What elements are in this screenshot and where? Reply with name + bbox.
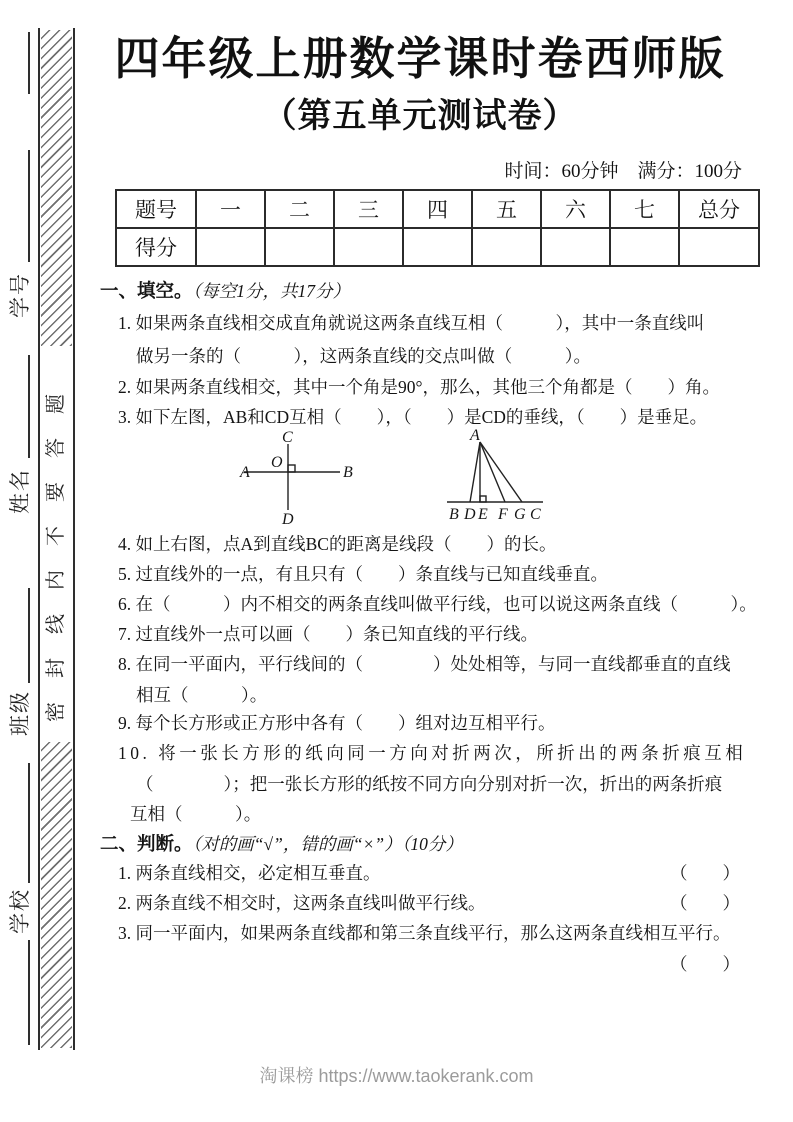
score-table-score-row	[116, 228, 759, 266]
fill-section-heading	[100, 277, 350, 303]
judge-heading-number: 二、判断。	[100, 835, 193, 855]
hatch-pattern-bottom	[41, 742, 72, 1048]
fill-line: 8. 在同一平面内，平行线间的（ ）处处相等，与同一直线都垂直的直线	[118, 654, 731, 674]
fill-line: 互相（ ）。	[130, 804, 262, 824]
student-info-blank-line	[28, 355, 30, 458]
figure-label: B	[449, 506, 459, 523]
fill-line: 做另一条的（ ），这两条直线的交点叫做（ ）。	[136, 346, 591, 366]
school-label	[1, 884, 37, 938]
score-empty-cell	[265, 228, 334, 266]
figure-label: O	[271, 454, 283, 471]
fill-heading-note: （每空1分，共17分）	[192, 281, 351, 301]
score-empty-cell	[541, 228, 610, 266]
class-label	[1, 686, 37, 740]
fill-line: 7. 过直线外一点可以画（ ）条已知直线的平行线。	[118, 624, 538, 644]
judge-item-bracket: （ ）	[670, 954, 740, 974]
score-table-header-row	[116, 190, 759, 228]
judge-item-bracket: （ ）	[670, 863, 740, 883]
paper-title: 四年级上册数学课时卷西师版	[114, 33, 726, 84]
score-empty-cell	[196, 228, 265, 266]
fill-line: 6. 在（ ）内不相交的两条直线叫做平行线，也可以说这两条直线（ ）。	[118, 594, 757, 614]
score-empty-cell	[610, 228, 679, 266]
student-id-label	[1, 268, 37, 322]
score-table-cell: 一	[196, 190, 265, 228]
student-info-blank-line	[28, 940, 30, 1045]
fill-heading-number: 一、填空。	[100, 282, 193, 302]
score-empty-cell	[472, 228, 541, 266]
score-table-cell: 七	[610, 190, 679, 228]
figure-label: F	[498, 506, 508, 523]
score-table-cell: 六	[541, 190, 610, 228]
figure-label: A	[470, 427, 480, 444]
class-text: 班级	[8, 690, 32, 736]
judge-item-text: 3. 同一平面内，如果两条直线都和第三条直线平行，那么这两条直线相互平行。	[118, 923, 731, 943]
figure-label: D	[464, 506, 476, 523]
judge-item-text: 1. 两条直线相交，必定相互垂直。	[118, 863, 381, 883]
score-empty-cell	[403, 228, 472, 266]
judge-item	[118, 860, 740, 885]
score-table-cell: 题号	[116, 190, 196, 228]
fill-line: 2. 如果两条直线相交，其中一个角是90°，那么，其他三个角都是（ ）角。	[118, 377, 720, 397]
judge-item-text: 2. 两条直线不相交时，这两条直线叫做平行线。	[118, 893, 486, 913]
seal-border-right	[73, 28, 75, 1050]
student-info-blank-line	[28, 150, 30, 262]
score-table-cell: 五	[472, 190, 541, 228]
score-table-cell: 三	[334, 190, 403, 228]
fill-line: 4. 如上右图，点A到直线BC的距离是线段（ ）的长。	[118, 534, 557, 554]
student-name-text: 姓名	[8, 468, 32, 514]
student-info-blank-line	[28, 32, 30, 94]
score-label-cell: 得分	[116, 228, 196, 266]
score-empty-cell	[679, 228, 759, 266]
paper-subtitle: （第五单元测试卷）	[262, 97, 578, 135]
judge-heading-note: （对的画“√”，错的画“×”）（10分）	[192, 834, 463, 854]
figure-label: G	[514, 506, 526, 523]
score-table-cell: 总分	[679, 190, 759, 228]
fill-line: 相互（ ）。	[136, 685, 268, 705]
fill-line: （ ）；把一张长方形的纸按不同方向分别对折一次，折出的两条折痕	[136, 774, 723, 794]
score-table-cell: 二	[265, 190, 334, 228]
fill-line: 9. 每个长方形或正方形中各有（ ）组对边互相平行。	[118, 713, 556, 733]
fill-line: 3. 如下左图，AB和CD互相（ ），（ ）是CD的垂线，（ ）是垂足。	[118, 407, 708, 427]
perpendicular-lines-figure	[238, 428, 358, 528]
student-id-text: 学号	[8, 272, 32, 318]
figure-label: C	[530, 506, 541, 523]
hatch-pattern-top	[41, 30, 72, 346]
fill-line: 1. 如果两条直线相交成直角就说这两条直线互相（ ），其中一条直线叫	[118, 313, 705, 333]
student-info-blank-line	[28, 588, 30, 683]
school-text: 学校	[8, 888, 32, 934]
time-score-info: 时间：60分钟 满分：100分	[504, 161, 742, 182]
watermark-footer: 淘课榜 https://www.taokerank.com	[259, 1066, 534, 1086]
student-info-blank-line	[28, 763, 30, 883]
figure-label: D	[282, 511, 294, 528]
score-table	[115, 189, 760, 267]
student-name-label	[1, 464, 37, 518]
figure-label: B	[343, 464, 353, 481]
score-empty-cell	[334, 228, 403, 266]
figure-label: E	[478, 506, 488, 523]
judge-item	[118, 890, 740, 915]
seal-instruction-text: 密封线内不要答题	[45, 370, 67, 722]
fill-line: 10. 将一张长方形的纸向同一方向对折两次，所折出的两条折痕互相	[118, 743, 747, 763]
figure-label: C	[282, 429, 293, 446]
score-table-cell: 四	[403, 190, 472, 228]
distance-to-line-figure	[443, 426, 548, 528]
judge-section-heading	[100, 830, 463, 856]
figure-label: A	[240, 464, 250, 481]
judge-item-bracket: （ ）	[670, 893, 740, 913]
fill-line: 5. 过直线外的一点，有且只有（ ）条直线与已知直线垂直。	[118, 564, 608, 584]
